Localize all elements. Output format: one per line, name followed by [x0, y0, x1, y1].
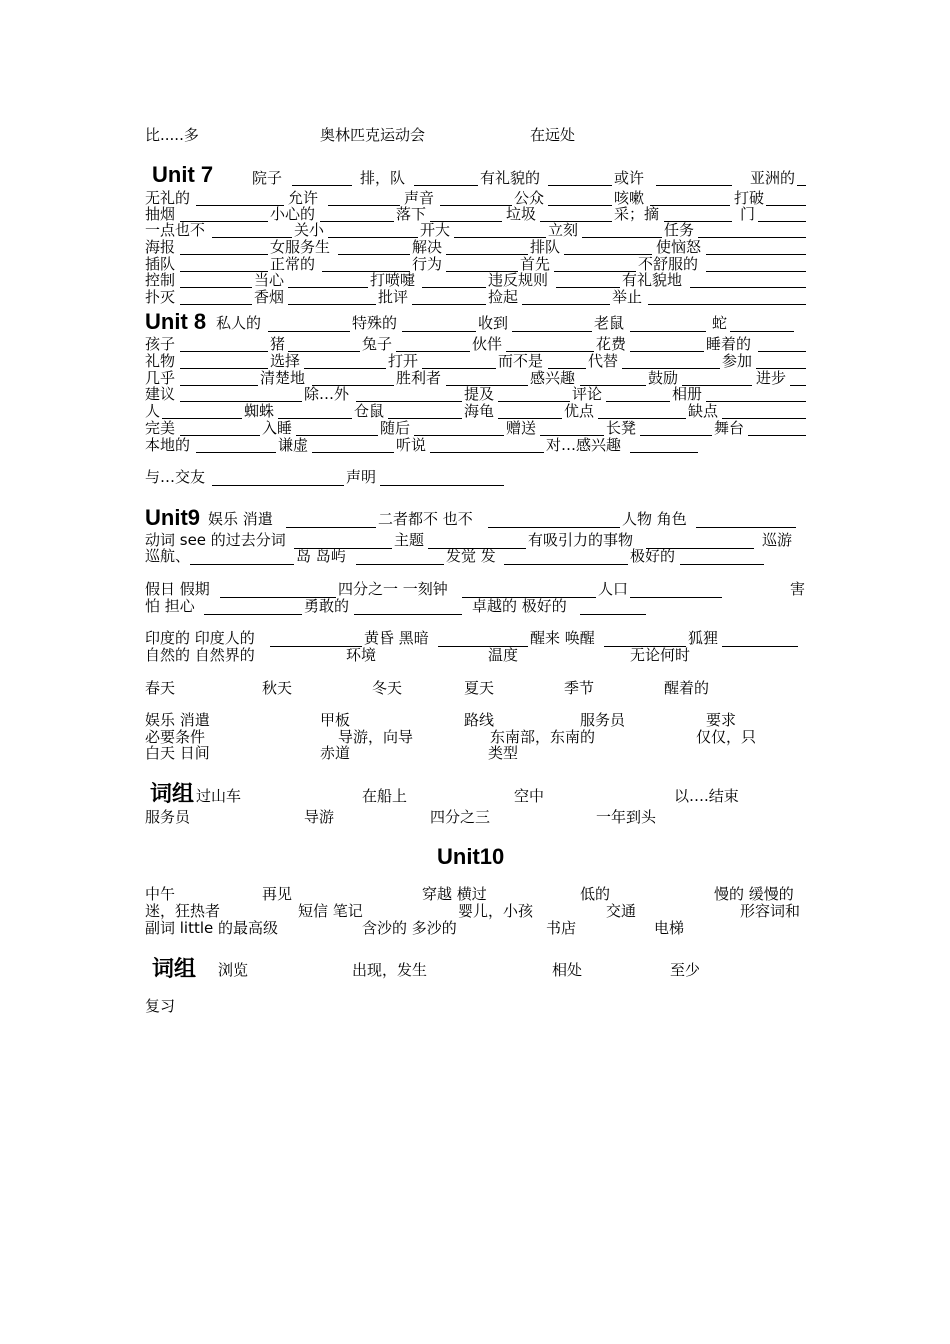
vocab-item: 婴儿，小孩 [458, 902, 534, 920]
answer-blank[interactable] [504, 564, 628, 565]
answer-blank[interactable] [446, 254, 528, 255]
vocab-item: 四分之一 一刻钟 [338, 580, 448, 598]
vocab-item: 私人的 [216, 314, 262, 332]
vocab-item: 垃圾 [506, 205, 537, 223]
phrase-item: 至少 [670, 961, 701, 979]
answer-blank[interactable] [630, 351, 704, 352]
vocab-item: 发觉 发 [446, 547, 496, 565]
vocab-item: 海龟 [464, 402, 495, 420]
vocab-item: 或许 [614, 169, 645, 187]
phrase-heading: 词组 [150, 782, 195, 807]
vocab-item: 二者都不 也不 [378, 510, 473, 528]
vocab-item: 声明 [346, 468, 377, 486]
vocab-item: 落下 [396, 205, 427, 223]
answer-blank[interactable] [286, 527, 376, 528]
vocab-item: 收到 [478, 314, 509, 332]
vocab-item: 咳嗽 [614, 189, 645, 207]
vocab-item: 老鼠 [594, 314, 625, 332]
vocab-item: 交通 [606, 902, 637, 920]
answer-blank[interactable] [556, 287, 620, 288]
vocab-item: 长凳 [606, 419, 637, 437]
answer-blank[interactable] [380, 485, 504, 486]
answer-blank[interactable] [422, 287, 486, 288]
vocab-item: 再见 [262, 885, 293, 903]
vocab-item: 建议 [145, 385, 176, 403]
answer-blank[interactable] [180, 287, 252, 288]
answer-blank[interactable] [414, 185, 478, 186]
vocab-item: 打喷嚏 [370, 271, 416, 289]
answer-blank[interactable] [288, 304, 376, 305]
vocab-item: 除…外 [304, 385, 350, 403]
vocab-item: 打开 [388, 352, 419, 370]
vocab-item: 捡起 [488, 288, 519, 306]
answer-blank[interactable] [656, 185, 732, 186]
vocab-item: 比.....多 [145, 126, 199, 144]
vocab-item: 季节 [564, 679, 595, 697]
vocab-item: 兔子 [362, 335, 393, 353]
answer-blank[interactable] [204, 614, 302, 615]
vocab-item: 控制 [145, 271, 176, 289]
answer-blank[interactable] [440, 205, 512, 206]
vocab-item: 服务员 [580, 711, 626, 729]
vocab-item: 排队 [530, 238, 561, 256]
vocab-item: 中午 [145, 885, 176, 903]
answer-blank[interactable] [797, 185, 806, 186]
vocab-item: 害 [790, 580, 806, 598]
vocab-item: 秋天 [262, 679, 293, 697]
vocab-item: 评论 [572, 385, 603, 403]
vocab-item: 有吸引力的事物 [528, 531, 634, 549]
phrase-item: 以….结束 [674, 787, 739, 805]
vocab-item: 穿越 横过 [422, 885, 487, 903]
unit-7-heading: Unit 7 [152, 162, 214, 187]
vocab-item: 巡航、 [145, 547, 191, 565]
vocab-item: 人 [145, 402, 161, 420]
vocab-item: 正常的 [270, 255, 316, 273]
phrase-item: 过山车 [196, 787, 242, 805]
answer-blank[interactable] [180, 385, 258, 386]
phrase-item: 相处 [552, 961, 583, 979]
vocab-item: 扑灭 [145, 288, 176, 306]
phrase-item: 在船上 [362, 787, 408, 805]
vocab-item: 无论何时 [630, 646, 691, 664]
phrase-item: 一年到头 [596, 808, 657, 826]
vocab-item: 完美 [145, 419, 176, 437]
vocab-item: 人口 [598, 580, 629, 598]
vocab-item: 行为 [412, 255, 443, 273]
answer-blank[interactable] [356, 564, 444, 565]
answer-blank[interactable] [696, 527, 796, 528]
vocab-item: 有礼貌地 [622, 271, 683, 289]
vocab-item: 类型 [488, 744, 519, 762]
vocab-item: 孩子 [145, 335, 176, 353]
vocab-item: 环境 [346, 646, 377, 664]
vocab-item: 首先 [520, 255, 551, 273]
vocab-item: 选择 [270, 352, 301, 370]
vocab-item: 花费 [596, 335, 627, 353]
vocab-item: 入睡 [262, 419, 293, 437]
vocab-item: 自然的 自然界的 [145, 646, 255, 664]
vocab-item: 开大 [420, 221, 451, 239]
vocab-item: 解决 [412, 238, 443, 256]
answer-blank[interactable] [606, 401, 670, 402]
vocab-item: 谦虚 [278, 436, 309, 454]
vocab-item: 假日 假期 [145, 580, 210, 598]
unit-10-heading: Unit10 [437, 844, 505, 869]
vocab-item: 形容词和 [740, 902, 801, 920]
vocab-item: 舞台 [714, 419, 745, 437]
phrase-heading: 词组 [152, 957, 197, 982]
vocab-item: 感兴趣 [530, 369, 576, 387]
vocab-item: 印度的 印度人的 [145, 629, 255, 647]
phrase-item: 浏览 [218, 961, 249, 979]
vocab-item: 伙伴 [472, 335, 503, 353]
phrase-item: 空中 [514, 787, 545, 805]
vocab-item: 采；摘 [614, 205, 660, 223]
vocab-item: 赤道 [320, 744, 351, 762]
vocab-item: 门 [740, 205, 756, 223]
vocab-item: 勇敢的 [304, 597, 350, 615]
vocab-item: 声音 [404, 189, 435, 207]
vocab-item: 蜘蛛 [244, 402, 275, 420]
vocab-item: 听说 [396, 436, 427, 454]
vocab-item: 慢的 缓慢的 [714, 885, 794, 903]
vocab-item: 抽烟 [145, 205, 176, 223]
answer-blank[interactable] [196, 452, 276, 453]
answer-blank[interactable] [402, 331, 476, 332]
answer-blank[interactable] [180, 351, 268, 352]
vocab-item: 而不是 [498, 352, 544, 370]
vocab-item: 电梯 [654, 919, 685, 937]
vocab-item: 立刻 [548, 221, 579, 239]
answer-blank[interactable] [180, 401, 302, 402]
vocab-item: 相册 [672, 385, 703, 403]
answer-blank[interactable] [706, 271, 806, 272]
vocab-item: 参加 [722, 352, 753, 370]
vocab-item: 低的 [580, 885, 611, 903]
vocab-item: 娱乐 消遣 [208, 510, 273, 528]
vocab-item: 随后 [380, 419, 411, 437]
vocab-item: 书店 [546, 919, 577, 937]
answer-blank[interactable] [180, 368, 268, 369]
answer-blank[interactable] [548, 205, 612, 206]
vocab-item: 不舒服的 [638, 255, 699, 273]
answer-blank[interactable] [580, 614, 646, 615]
answer-blank[interactable] [758, 221, 806, 222]
answer-blank[interactable] [498, 401, 570, 402]
answer-blank[interactable] [522, 304, 610, 305]
vocab-item: 公众 [514, 189, 545, 207]
answer-blank[interactable] [190, 564, 294, 565]
vocab-item: 春天 [145, 679, 176, 697]
vocab-item: 有礼貌的 [480, 169, 541, 187]
vocab-item: 冬天 [372, 679, 403, 697]
answer-blank[interactable] [680, 564, 764, 565]
vocab-item: 与…交友 [145, 468, 206, 486]
vocab-item: 清楚地 [260, 369, 306, 387]
vocab-item: 蛇 [712, 314, 728, 332]
vocab-item: 仅仅，只 [696, 728, 757, 746]
answer-blank[interactable] [790, 385, 806, 386]
vocab-item: 东南部，东南的 [490, 728, 596, 746]
vocab-item: 白天 日间 [145, 744, 210, 762]
vocab-item: 赠送 [506, 419, 537, 437]
answer-blank[interactable] [722, 646, 798, 647]
vocab-item: 醒来 唤醒 [530, 629, 595, 647]
vocab-item: 当心 [254, 271, 285, 289]
vocab-item: 批评 [378, 288, 409, 306]
vocab-item: 优点 [564, 402, 595, 420]
vocab-item: 岛 岛屿 [296, 547, 346, 565]
answer-blank[interactable] [630, 452, 698, 453]
answer-blank[interactable] [512, 331, 592, 332]
vocab-item: 甲板 [320, 711, 351, 729]
vocab-item: 要求 [706, 711, 737, 729]
review-label: 复习 [145, 997, 176, 1015]
vocab-item: 亚洲的 [750, 169, 796, 187]
answer-blank[interactable] [328, 205, 400, 206]
answer-blank[interactable] [320, 221, 394, 222]
vocab-item: 提及 [464, 385, 495, 403]
vocab-item: 小心的 [270, 205, 316, 223]
phrase-item: 导游 [304, 808, 335, 826]
vocab-item: 极好的 [630, 547, 676, 565]
answer-blank[interactable] [338, 254, 410, 255]
vocab-item: 特殊的 [352, 314, 398, 332]
answer-blank[interactable] [304, 368, 386, 369]
vocab-item: 必要条件 [145, 728, 206, 746]
phrase-item: 服务员 [145, 808, 191, 826]
vocab-item: 插队 [145, 255, 176, 273]
vocab-item: 迷，狂热者 [145, 902, 221, 920]
phrase-item: 四分之三 [430, 808, 491, 826]
phrase-item: 出现，发生 [352, 961, 428, 979]
vocab-item: 含沙的 多沙的 [362, 919, 457, 937]
answer-blank[interactable] [212, 485, 344, 486]
vocab-item: 猪 [270, 335, 286, 353]
vocab-item: 巡游 [762, 531, 793, 549]
vocab-item: 女服务生 [270, 238, 331, 256]
vocab-item: 短信 笔记 [298, 902, 363, 920]
vocab-item: 对…感兴趣 [546, 436, 622, 454]
answer-blank[interactable] [640, 435, 712, 436]
answer-blank[interactable] [412, 304, 486, 305]
vocab-item: 香烟 [254, 288, 285, 306]
vocab-item: 睡着的 [706, 335, 752, 353]
answer-blank[interactable] [630, 331, 706, 332]
answer-blank[interactable] [328, 237, 418, 238]
answer-blank[interactable] [706, 254, 806, 255]
vocab-item: 人物 角色 [622, 510, 687, 528]
vocab-item: 怕 担心 [145, 597, 195, 615]
vocab-item: 海报 [145, 238, 176, 256]
vocab-item: 导游，向导 [338, 728, 414, 746]
vocab-item: 副词 little 的最高级 [145, 919, 279, 937]
vocab-item: 路线 [464, 711, 495, 729]
answer-blank[interactable] [758, 351, 806, 352]
vocab-item: 违反规则 [488, 271, 549, 289]
vocab-item: 在远处 [530, 126, 576, 144]
answer-blank[interactable] [650, 205, 730, 206]
vocab-item: 礼物 [145, 352, 176, 370]
vocab-item: 主题 [394, 531, 425, 549]
vocab-item: 缺点 [688, 402, 719, 420]
vocab-item: 排，队 [360, 169, 406, 187]
answer-blank[interactable] [312, 452, 394, 453]
vocab-item: 鼓励 [648, 369, 679, 387]
vocab-item: 胜利者 [396, 369, 442, 387]
vocab-item: 黄昏 黑暗 [364, 629, 429, 647]
vocab-item: 狐狸 [688, 629, 719, 647]
vocab-item: 奥林匹克运动会 [320, 126, 426, 144]
unit-8-heading: Unit 8 [145, 309, 207, 334]
unit-9-heading: Unit9 [145, 505, 200, 530]
answer-blank[interactable] [180, 304, 252, 305]
vocab-item: 院子 [252, 169, 283, 187]
vocab-item: 仓鼠 [354, 402, 385, 420]
answer-blank[interactable] [430, 452, 544, 453]
answer-blank[interactable] [296, 435, 378, 436]
vocab-item: 本地的 [145, 436, 191, 454]
answer-blank[interactable] [488, 527, 620, 528]
vocab-item: 几乎 [145, 369, 176, 387]
answer-blank[interactable] [698, 237, 806, 238]
vocab-item: 代替 [588, 352, 619, 370]
answer-blank[interactable] [648, 304, 806, 305]
vocab-item: 一点也不 [145, 221, 206, 239]
answer-blank[interactable] [630, 597, 722, 598]
vocab-item: 醒着的 [664, 679, 710, 697]
vocab-item: 温度 [488, 646, 519, 664]
vocab-item: 进步 [756, 369, 787, 387]
answer-blank[interactable] [288, 287, 368, 288]
vocab-item: 举止 [612, 288, 643, 306]
answer-blank[interactable] [690, 287, 806, 288]
answer-blank[interactable] [582, 237, 662, 238]
vocab-item: 打破 [734, 189, 765, 207]
answer-blank[interactable] [766, 205, 806, 206]
answer-blank[interactable] [414, 435, 504, 436]
answer-blank[interactable] [292, 185, 352, 186]
vocab-item: 允许 [288, 189, 319, 207]
answer-blank[interactable] [180, 435, 260, 436]
answer-blank[interactable] [730, 331, 794, 332]
vocab-item: 无礼的 [145, 189, 191, 207]
vocab-item: 娱乐 消遣 [145, 711, 210, 729]
answer-blank[interactable] [548, 185, 612, 186]
vocab-item: 卓越的 极好的 [472, 597, 567, 615]
vocab-item: 关小 [294, 221, 325, 239]
answer-blank[interactable] [748, 435, 806, 436]
answer-blank[interactable] [268, 331, 350, 332]
answer-blank[interactable] [354, 614, 462, 615]
vocab-item: 动词 see 的过去分词 [145, 531, 286, 549]
vocab-item: 夏天 [464, 679, 495, 697]
answer-blank[interactable] [180, 254, 268, 255]
answer-blank[interactable] [706, 401, 806, 402]
vocab-item: 任务 [664, 221, 695, 239]
vocab-item: 使恼怒 [656, 238, 702, 256]
